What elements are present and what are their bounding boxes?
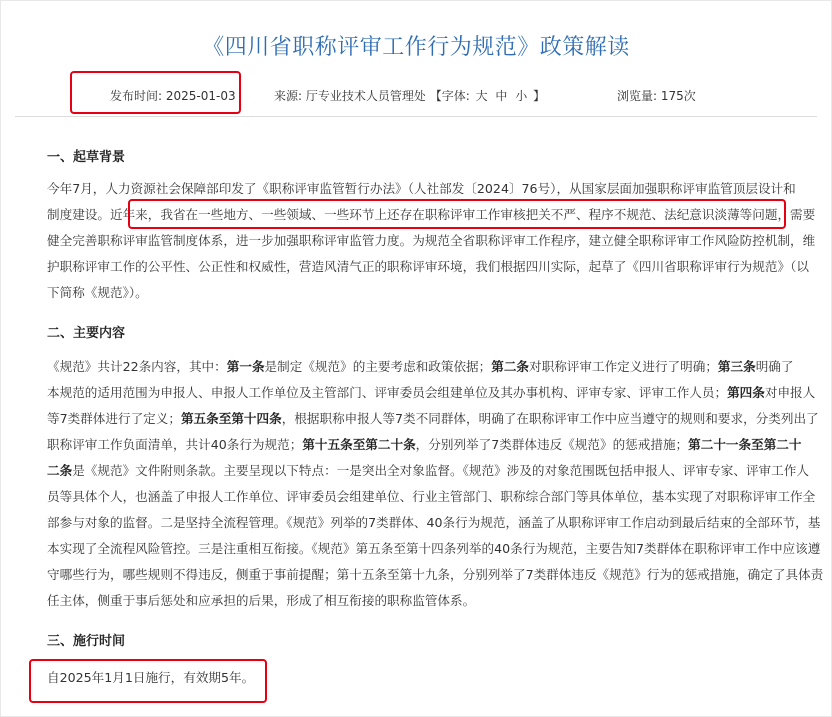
text-run: 对申报人 [764,385,816,400]
section-heading-effective-date: 三、施行时间 [47,634,126,649]
font-size-large-link[interactable]: 大 [475,89,488,103]
article-title: 《四川省职称评审工作行为规范》政策解读 [202,35,630,60]
article-source [274,87,545,104]
view-count: 浏览量: 175次 [617,89,696,103]
text-run: 是制定《规范》的主要考虑和政策依据； [264,359,492,374]
article-reference-bold: 第四条 [727,385,765,400]
source-text: 来源: 厅专业技术人员管理处 [274,89,426,103]
paragraph-line: 今年7月，人力资源社会保障部印发了《职称评审监管暂行办法》（人社部发〔2024〕76号），从国家层面加强职称评审监管顶层设计和 [47,181,796,196]
text-run: 明确了 [755,359,794,374]
section-heading-content: 二、主要内容 [47,326,126,341]
paragraph-line: 护职称评审工作的公平性、公正性和权威性，营造风清气正的职称评审环境，我们根据四川实际，起草了《四川省职称评审行为规范》（以 [47,259,809,274]
article-reference-bold: 第二条 [491,359,529,374]
article-reference-bold: 第三条 [717,359,756,374]
font-size-label-open: 【字体: [429,89,470,103]
font-size-small-link[interactable]: 小 [515,89,528,103]
paragraph-line [47,380,822,406]
section-body-content [47,354,822,614]
text-run: ，根据职称申报人等7类不同群体，明确了在职称评审工作中应当遵守的规则和要求，分类列出了 [281,411,819,426]
font-size-label-close: 】 [533,89,546,103]
text-run: 任主体，侧重于事后惩处和应承担的后果，形成了相互衔接的职称监管体系。 [47,593,476,608]
paragraph-line [47,536,822,562]
article-reference-bold: 第十五条至第二十条 [302,437,416,452]
paragraph-line [47,588,822,614]
text-run: 等7类群体进行了定义； [47,411,181,426]
paragraph-line: 下简称《规范》）。 [47,285,148,300]
text-run: 本实现了全流程风险管控。三是注重相互衔接。《规范》第五条至第十四条列举的40条行为规范，主要告知7类群体在职称评审工作中应该遵 [47,541,821,556]
paragraph-line [47,432,822,458]
highlight-box-problem-sentence [128,199,786,229]
article-reference-bold: 第二十一条至第二十 [688,437,802,452]
article-reference-bold: 二条 [47,463,73,478]
paragraph-line [47,354,822,380]
paragraph-line [47,458,822,484]
section-body-background [47,176,822,306]
paragraph-line: 自2025年1月1日施行，有效期5年。 [47,670,255,685]
paragraph-line [47,484,822,510]
highlight-box-effective-date [29,659,267,703]
header-divider [15,116,817,117]
text-run: 对职称评审工作定义进行了明确； [529,359,718,374]
paragraph-line: 制度建设。近年来，我省在一些地方、一些领域、一些环节上还存在职称评审工作审核把关不严、程序不规范、法纪意识淡薄等问题，需要 [47,207,816,222]
text-run: ，分别列举了7类群体违反《规范》的惩戒措施； [415,437,689,452]
text-run: 是《规范》文件附则条款。主要呈现以下特点：一是突出全对象监督。《规范》涉及的对象范围既包括申报人、评审专家、评审工作人 [72,463,809,478]
text-run: 本规范的适用范围为申报人、申报人工作单位及主管部门、评审委员会组建单位及其办事机构、评审专家、评审工作人员； [47,385,728,400]
paragraph-line: 健全完善职称评审监管制度体系，进一步加强职称评审监管力度。为规范全省职称评审工作程序，建立健全职称评审工作风险防控机制，维 [47,233,816,248]
text-run: 职称评审工作负面清单，共计40条行为规范； [47,437,303,452]
font-size-switcher [430,89,545,103]
article-reference-bold: 第一条 [226,359,265,374]
text-run: 部参与对象的监督。二是坚持全流程管理。《规范》列举的7类群体、40条行为规范，涵盖了从职称评审工作启动到最后结束的全部环节，基 [47,515,821,530]
section-heading-background: 一、起草背景 [47,150,126,165]
text-run: 员等具体个人，也涵盖了申报人工作单位、评审委员会组建单位、行业主管部门、职称综合部门等具体单位，基本实现了对职称评审工作全 [47,489,816,504]
publish-date: 发布时间: 2025-01-03 [110,89,236,103]
paragraph-line [47,510,822,536]
text-run: 守哪些行为，哪些规则不得违反，侧重于事前提醒；第十五条至第十九条，分别列举了7类群体违反《规范》行为的惩戒措施，确定了具体责 [47,567,824,582]
article-reference-bold: 第五条至第十四条 [180,411,282,426]
paragraph-line [47,562,822,588]
paragraph-line [47,406,822,432]
text-run: 《规范》共计22条内容，其中： [47,359,227,374]
font-size-medium-link[interactable]: 中 [495,89,508,103]
highlight-box-publish-date [70,71,241,114]
